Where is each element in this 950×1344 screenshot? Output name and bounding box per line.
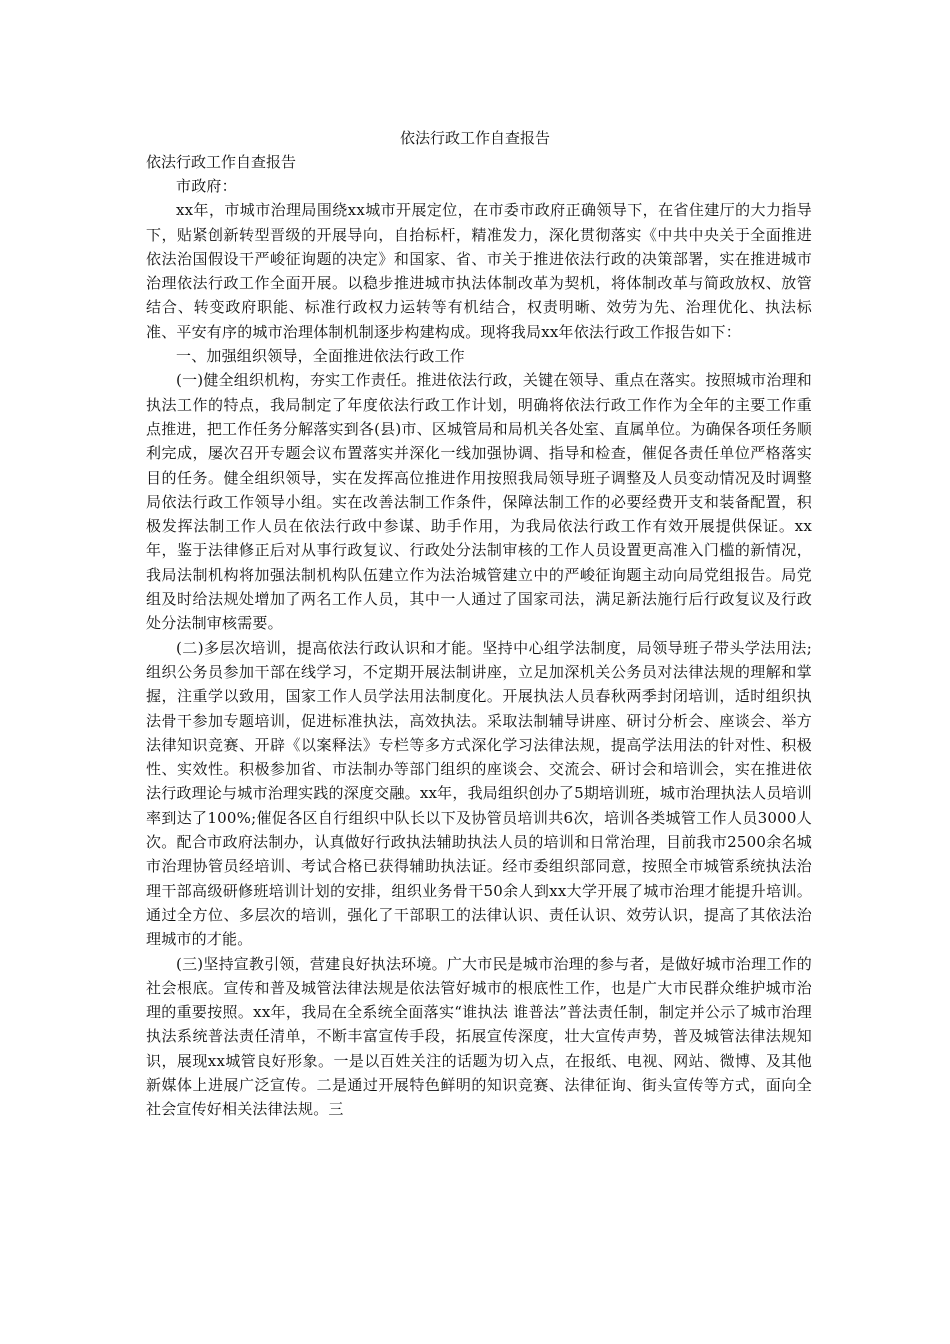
- paragraph-section-1-2: (二)多层次培训，提高依法行政认识和才能。坚持中心组学法制度，局领导班子带头学法用法;组织公务员参加干部在线学习，不定期开展法制讲座，立足加深机关公务员对法律法规的理解和掌握，注重学以致用，国家工作人员学法用法制度化。开展执法人员春秋两季封闭培训，适时组织执法骨干参加专题培训，促进标准执法，高效执法。采取法制辅导讲座、研讨分析会、座谈会、举方法律知识竞赛、开辟《以案释法》专栏等多方式深化学习法律法规，提高学法用法的针对性、积极性、实效性。积极参加省、市法制办等部门组织的座谈会、交流会、研讨会和培训会，实在推进依法行政理论与城市治理实践的深度交融。xx年，我局组织创办了5期培训班，城市治理执法人员培训率到达了100%;催促各区自行组织中队长以下及协管员培训共6次，培训各类城管工作人员3000人次。配合市政府法制办，认真做好行政执法辅助执法人员的培训和日常治理，目前我市2500余名城市治理协管员经培训、考试合格已获得辅助执法证。经市委组织部同意，按照全市城管系统执法治理干部高级研修班培训计划的安排，组织业务骨干50余人到xx大学开展了城市治理才能提升培训。通过全方位、多层次的培训，强化了干部职工的法律认识、责任认识、效劳认识，提高了其依法治理城市的才能。: [146, 638, 812, 949]
- paragraph-section-1-1: (一)健全组织机构，夯实工作责任。推进依法行政，关键在领导、重点在落实。按照城市治理和执法工作的特点，我局制定了年度依法行政工作计划，明确将依法行政工作作为全年的主要工作重点推进，把工作任务分解落实到各(县)市、区城管局和局机关各处室、直属单位。为确保各项任务顺利完成，屡次召开专题会议布置落实并深化一线加强协调、指导和检查，催促各责任单位严格落实目的任务。健全组织领导，实在发挥高位推进作用按照我局领导班子调整及人员变动情况及时调整局依法行政工作领导小组。实在改善法制工作条件，保障法制工作的必要经费开支和装备配置，积极发挥法制工作人员在依法行政中参谋、助手作用，为我局依法行政工作有效开展提供保证。xx年，鉴于法律修正后对从事行政复议、行政处分法制审核的工作人员设置更高准入门槛的新情况，我局法制机构将加强法制机构队伍建立作为法治城管建立中的严峻征询题主动向局党组报告。局党组及时给法规处增加了两名工作人员，其中一人通过了国家司法，满足新法施行后行政复议及行政处分法制审核需要。: [146, 371, 812, 633]
- document-subtitle: 依法行政工作自查报告: [146, 153, 297, 171]
- document-body: [146, 174, 812, 1122]
- paragraph-section-1-3: (三)坚持宣教引领，营建良好执法环境。广大市民是城市治理的参与者，是做好城市治理工作的社会根底。宣传和普及城管法律法规是依法管好城市的根底性工作，也是广大市民群众维护城市治理的重要按照。xx年，我局在全系统全面落实“谁执法 谁普法”普法责任制，制定并公示了城市治理执法系统普法责任清单，不断丰富宣传手段，拓展宣传深度，壮大宣传声势，普及城管法律法规知识，展现xx城管良好形象。一是以百姓关注的话题为切入点，在报纸、电视、网站、微博、及其他新媒体上进展广泛宣传。二是通过开展特色鲜明的知识竞赛、法律征询、街头宣传等方式，面向全社会宣传好相关法律法规。三: [146, 954, 812, 1119]
- section-heading-1: 一、加强组织领导，全面推进依法行政工作: [176, 347, 465, 366]
- paragraph-intro: xx年，市城市治理局围绕xx城市开展定位，在市委市政府正确领导下，在省住建厅的大力指导下，贴紧创新转型晋级的开展导向，自抬标杆，精准发力，深化贯彻落实《中共中央关于全面推进依法治国假设干严峻征询题的决定》和国家、省、市关于推进依法行政的决策部署，实在推进城市治理依法行政工作全面开展。以稳步推进城市执法体制改革为契机，将体制改革与简政放权、放管结合、转变政府职能、标准行政权力运转等有机结合，权责明晰、效劳为先、治理优化、执法标准、平安有序的城市治理体制机制逐步构建构成。现将我局xx年依法行政工作报告如下：: [146, 201, 812, 341]
- salutation: 市政府：: [176, 177, 237, 195]
- document-title: 依法行政工作自查报告: [399, 129, 550, 147]
